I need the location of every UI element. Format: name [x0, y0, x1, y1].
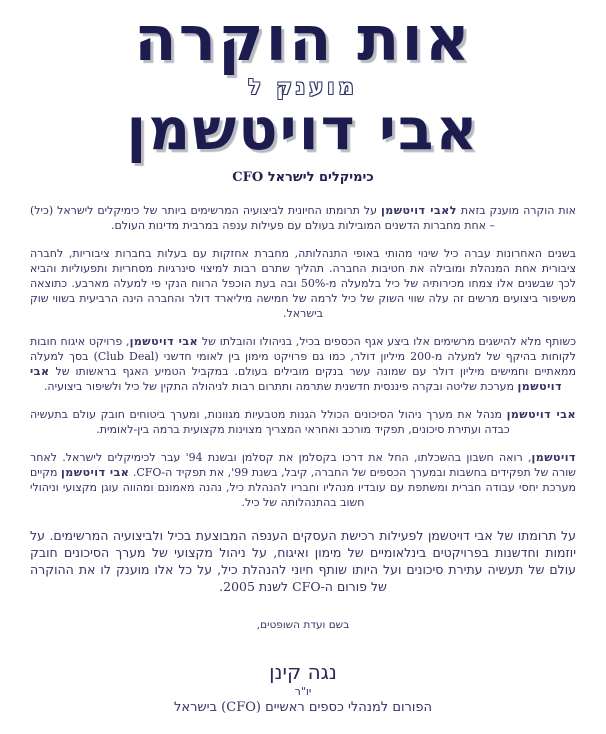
paragraph — [30, 450, 576, 510]
recipient-name-inline: לאבי דויטשמן — [380, 203, 457, 217]
paragraph-text: , פרויקט איגוח חובות לקוחות בהיקף של למעלה מ-200 מיליון דולר, כמו גם פרויקט מימון בין לאומי חדשני (Club Deal) בסך למעלה ממאתיים וחמישים מיליון דולר עם שמונה עשר בנקים מובילים בעולם. במקביל הטמיע האגף בראשותו של — [30, 334, 576, 378]
paragraph-text: , רואה חשבון בהשכלתו, החל את דרכו בקסלמן את קסלמן ובשנת 94' עבר לכימיקלים לישראל. לאחר שורה של תפקידים בחשבות ובמערך הכספים של החברה, קיבל, בשנת 99', את תפקיד ה-CFO. — [30, 450, 576, 479]
signatory-name: נגה קינן — [269, 659, 337, 684]
recipient-name-inline: אבי דויטשמן — [30, 364, 563, 393]
recipient-subtitle: כימיקלים לישראל CFO — [232, 169, 374, 185]
paragraph-text: מנהל את מערך ניהול הסיכונים הכולל הגנות מטבעיות מגוונות, ומערך ביטוחים חובק עולם בתעשיה כבדה ועתירת סיכונים, תפקיד מורכב ואחראי המצריך מצוינות מקצועית ברמה בין-לאומית. — [30, 407, 510, 436]
awarded-to-label: מוענק ל — [248, 73, 358, 99]
paragraph-text: מקיים מערכת יחסי עבודה חברית ומשתפת עם עובדיו מנהליו וחבריו להנהלת כיל, נהנה מאמונם ומהווה עוגן מקצועי וניהולי חשוב בהתנהלותה של כיל. — [30, 465, 576, 509]
paragraph — [30, 527, 576, 595]
recipient-name: אבי דויטשמן — [126, 95, 480, 164]
paragraph-text: כשותף מלא להישגים מרשימים אלו ביצע אגף הכספים בכיל, בניהולו והובלתו של — [198, 334, 577, 348]
paragraph-text: על תרומתו החיונית לביצועיה המרשימים ביותר של כימיקלים לישראל (כיל) – אחת מחברות הדשנים המובילות בעולם עם פעילות ענפה במרבית מדינות העולם. — [30, 203, 496, 232]
body-paragraphs — [30, 203, 576, 595]
signatory-role: יו"ר — [294, 684, 312, 698]
paragraph-text: אות הוקרה מוענק בזאת — [456, 203, 576, 217]
paragraph-text: מערכת שליטה ובקרה פיננסית חדשנית שתרמה ותתרום רבות לניהולה התקין של כיל ולשיפור ביצועיה. — [43, 379, 518, 393]
signatory-organization: הפורום למנהלי כספים ראשיים (CFO) בישראל — [173, 699, 432, 715]
paragraph — [30, 334, 576, 394]
certificate-title: אות הוקרה — [134, 2, 472, 75]
signature-block — [30, 661, 576, 715]
paragraph — [30, 246, 576, 321]
paragraph — [30, 407, 576, 437]
paragraph-text: בשנים האחרונות עברה כיל שינוי מהותי באופי התנהלותה, מחברת אחזקות עם בעלות בחברות ציבוריות, לחברה ציבורית אחת המנהלת ומובילה את חטיבות החברה. תהליך שתרם רבות למיצוי סינרגיות מסחריות ותפעוליות והביא לכך שבשנים אלו צמחו מכירותיה של כיל בלמעלה מ-50% ובה בעת הוכפל הרווח הנקי פי למעלה מארבע. כתוצאה משיפור ביצועים מרשים זה עלה שווי השוק של כיל לרמה של חמישה מיליארד דולר והחברה הינה הרביעית בשווי שוק בישראל. — [30, 246, 577, 320]
paragraph-text: על תרומתו של אבי דויטשמן לפעילות רכישת העסקים הענפה המבוצעת בכיל ולביצועיה המרשימים. על יוזמות וחדשנות בפרויקטים בינלאומיים של מימון ואיגוח, על ניהול מקצועי של מערך הסיכונים חובק עולם של תעשיה עתירת סיכונים ועל היותו שותף חיוני להנהלת כיל, על כל אלו מוענק לו את ההוקרה של פורום ה-CFO לשנת 2005. — [30, 527, 576, 594]
paragraph — [30, 203, 576, 233]
recipient-name-inline: דויטשמן — [531, 450, 576, 464]
closing-line: בשם ועדת השופטים, — [256, 618, 350, 631]
recipient-name-inline: אבי דויטשמן — [129, 334, 199, 348]
recipient-name-inline: אבי דויטשמן — [61, 465, 130, 479]
recipient-name-inline: אבי דויטשמן — [506, 407, 576, 421]
